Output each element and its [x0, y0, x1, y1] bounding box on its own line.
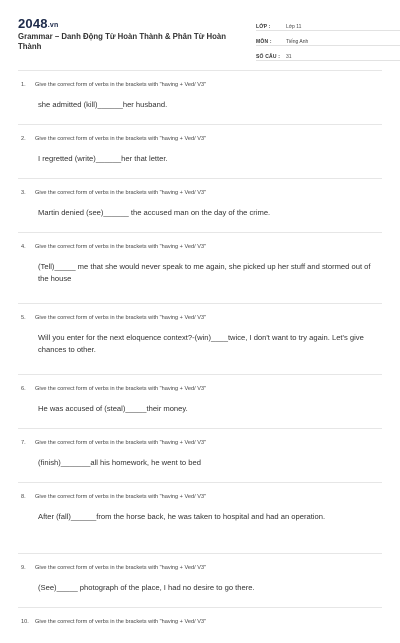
question-text: I regretted (write)______her that letter.	[38, 154, 168, 163]
meta-value: Tiếng Anh	[286, 38, 309, 45]
meta-key: LỚP :	[256, 23, 271, 30]
question-text: (Tell)_____ me that she would never speak to me again, she picked up her stuff and stormed out of the house	[38, 262, 371, 283]
meta-key: MÔN :	[256, 38, 272, 45]
question-item	[18, 232, 382, 303]
question-text: Will you enter for the next eloquence context?-(win)____twice, I don't want to try again. Let's give chances to other.	[38, 333, 364, 354]
meta-row-class	[256, 18, 400, 31]
question-item	[18, 374, 382, 428]
question-number: 6.	[21, 386, 26, 392]
question-number: 5.	[21, 315, 26, 321]
question-number: 7.	[21, 440, 26, 446]
question-item	[18, 482, 382, 553]
question-number: 3.	[21, 190, 26, 196]
question-text: she admitted (kill)______her husband.	[38, 100, 168, 109]
question-item	[18, 124, 382, 178]
question-text: He was accused of (steal)_____their money.	[38, 404, 188, 413]
question-prompt: Give the correct form of verbs in the brackets with "having + Ved/ V3"	[35, 565, 207, 571]
question-number: 2.	[21, 136, 26, 142]
worksheet-header	[18, 14, 382, 70]
question-item	[18, 428, 382, 482]
question-prompt: Give the correct form of verbs in the brackets with "having + Ved/ V3"	[35, 190, 207, 196]
question-item	[18, 303, 382, 374]
meta-key: SỐ CÂU :	[256, 53, 281, 60]
question-text: After (fall)______from the horse back, he was taken to hospital and had an operation.	[38, 512, 326, 521]
worksheet-title: Grammar – Danh Động Từ Hoàn Thành & Phân Từ Hoàn Thành	[18, 32, 226, 51]
question-item	[18, 607, 382, 643]
logo-text: 2048	[18, 16, 48, 31]
meta-row-count	[256, 48, 400, 61]
worksheet-meta	[256, 18, 400, 63]
question-item	[18, 553, 382, 607]
question-text: (finish)_______all his homework, he went to bed	[38, 458, 201, 467]
logo-suffix: .vn	[47, 22, 59, 29]
site-logo[interactable]	[18, 16, 58, 31]
question-text: Martin denied (see)______ the accused man on the day of the crime.	[38, 208, 271, 217]
question-number: 9.	[21, 565, 26, 571]
meta-value: 31	[286, 53, 292, 60]
question-number: 1.	[21, 82, 26, 88]
meta-row-subject	[256, 33, 400, 46]
question-item	[18, 178, 382, 232]
question-text: (See)_____ photograph of the place, I had no desire to go there.	[38, 583, 255, 592]
question-prompt: Give the correct form of verbs in the brackets with "having + Ved/ V3"	[35, 619, 207, 625]
question-prompt: Give the correct form of verbs in the brackets with "having + Ved/ V3"	[35, 82, 207, 88]
question-prompt: Give the correct form of verbs in the brackets with "having + Ved/ V3"	[35, 244, 207, 250]
question-prompt: Give the correct form of verbs in the brackets with "having + Ved/ V3"	[35, 386, 207, 392]
question-number: 10.	[21, 619, 29, 625]
question-prompt: Give the correct form of verbs in the brackets with "having + Ved/ V3"	[35, 494, 207, 500]
question-item	[18, 70, 382, 124]
question-number: 4.	[21, 244, 26, 250]
question-prompt: Give the correct form of verbs in the brackets with "having + Ved/ V3"	[35, 315, 207, 321]
question-prompt: Give the correct form of verbs in the brackets with "having + Ved/ V3"	[35, 136, 207, 142]
question-list	[18, 70, 382, 643]
meta-value: Lớp 11	[286, 23, 302, 30]
question-number: 8.	[21, 494, 26, 500]
question-prompt: Give the correct form of verbs in the brackets with "having + Ved/ V3"	[35, 440, 207, 446]
